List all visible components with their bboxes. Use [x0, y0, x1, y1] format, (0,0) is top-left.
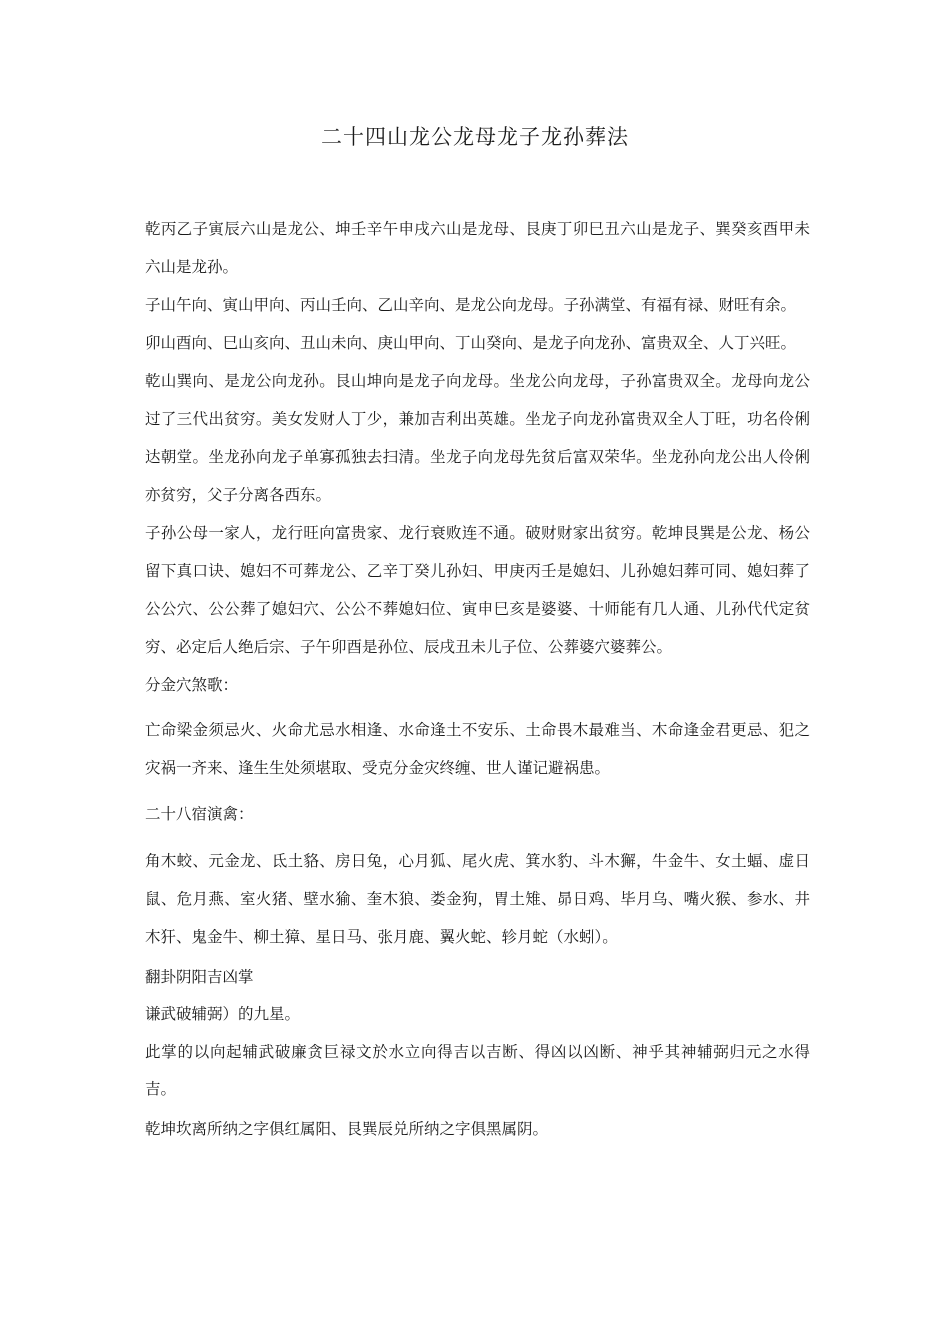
document-title: 二十四山龙公龙母龙子龙孙葬法	[321, 125, 629, 149]
paragraph-dragon-roles: 乾丙乙子寅辰六山是龙公、坤壬辛午申戌六山是龙母、艮庚丁卯巳丑六山是龙子、巽癸亥酉甲未六山是龙孙。	[145, 220, 810, 276]
heading-flip-trigram-palm: 翻卦阴阳吉凶掌	[145, 968, 254, 986]
paragraph-zi-to-sun: 卯山酉向、巳山亥向、丑山未向、庚山甲向、丁山癸向、是龙子向龙孙、富贵双全、人丁兴旺。	[145, 334, 797, 352]
paragraph-gong-to-mu: 子山午向、寅山甲向、丙山壬向、乙山辛向、是龙公向龙母。子孙满堂、有福有禄、财旺有余。	[145, 296, 797, 314]
paragraph-28-mansions: 角木蛟、元金龙、氐土貉、房日兔，心月狐、尾火虎、箕水豹、斗木獬，牛金牛、女土蝠、虚日鼠、危月燕、室火猪、壁水㺄、奎木狼、娄金狗，胃土雉、昴日鸡、毕月乌、嘴火猴、参水、井木犴、鬼金牛、柳土獐、星日马、张月鹿、翼火蛇、轸月蛇（水蚓）。	[145, 852, 810, 946]
heading-fenjin-song: 分金穴煞歌：	[145, 676, 239, 694]
document-body	[145, 210, 810, 1146]
paragraph-fenjin-song: 亡命梁金须忌火、火命尤忌水相逢、水命逢土不安乐、土命畏木最难当、木命逢金君更忌、犯之灾祸一齐来、逢生生处须堪取、受克分金灾终缠、世人谨记避祸患。	[145, 721, 810, 777]
paragraph-family-verses: 子孙公母一家人，龙行旺向富贵家、龙行衰败连不通。破财财家出贫穷。乾坤艮巽是公龙、杨公留下真口诀、媳妇不可葬龙公、乙辛丁癸儿孙妇、甲庚丙壬是媳妇、儿孙媳妇葬可同、媳妇葬了公公穴、公公葬了媳妇穴、公公不葬媳妇位、寅申巳亥是婆婆、十师能有几人通、儿孙代代定贫穷、必定后人绝后宗、子午卯酉是孙位、辰戌丑未儿子位、公葬婆穴婆葬公。	[145, 524, 810, 656]
heading-28-mansions: 二十八宿演禽：	[145, 805, 254, 823]
paragraph-facing-verses: 乾山巽向、是龙公向龙孙。艮山坤向是龙子向龙母。坐龙公向龙母，子孙富贵双全。龙母向龙公过了三代出贫穷。美女发财人丁少，兼加吉利出英雄。坐龙子向龙孙富贵双全人丁旺，功名伶俐达朝堂。坐龙孙向龙子单寡孤独去扫清。坐龙子向龙母先贫后富双荣华。坐龙孙向龙公出人伶俐亦贫穷，父子分离各西东。	[145, 372, 810, 504]
paragraph-palm-method: 此掌的以向起辅武破廉贪巨禄文於水立向得吉以吉断、得凶以凶断、神乎其神辅弼归元之水得吉。	[145, 1043, 810, 1098]
paragraph-nine-stars: 谦武破辅弼）的九星。	[145, 1005, 301, 1023]
paragraph-yin-yang-chars: 乾坤坎离所纳之字俱红属阳、艮巽辰兑所纳之字俱黑属阴。	[145, 1120, 549, 1138]
